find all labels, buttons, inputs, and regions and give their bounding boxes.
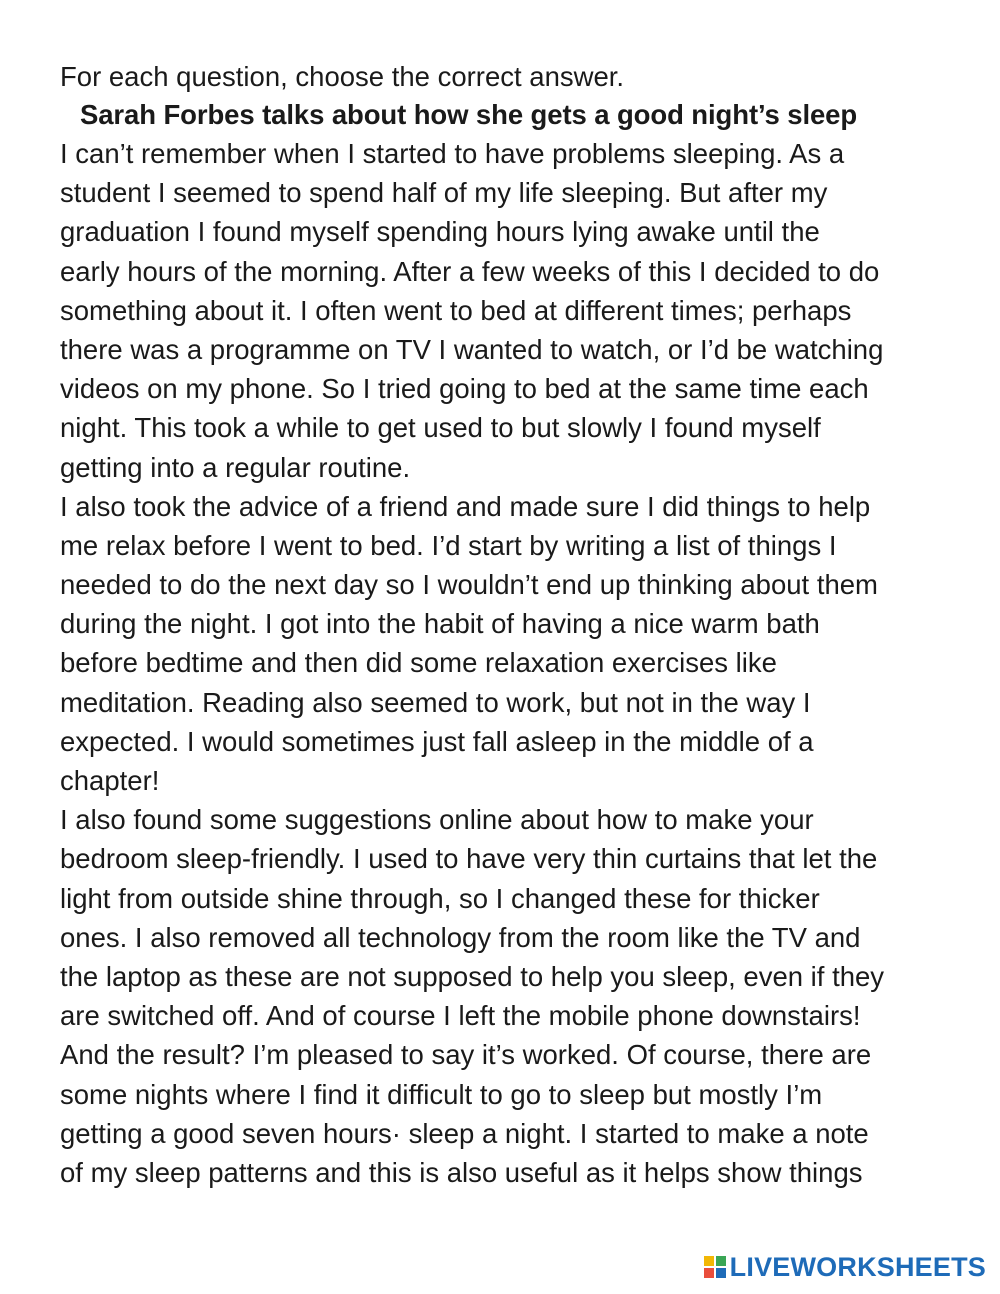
reading-title: Sarah Forbes talks about how she gets a good night’s sleep (80, 99, 858, 130)
paragraph-2 (60, 487, 960, 801)
text-line: light from outside shine through, so I changed these for thicker (60, 882, 820, 914)
text-line: graduation I found myself spending hours lying awake until the (60, 216, 820, 248)
text-line: ones. I also removed all technology from the room like the TV and (60, 921, 861, 953)
text-line: videos on my phone. So I tried going to bed at the same time each (60, 373, 869, 405)
logo-square-icon (704, 1256, 714, 1266)
text-line: are switched off. And of course I left the mobile phone downstairs! (60, 1000, 861, 1032)
text-line: student I seemed to spend half of my life sleeping. But after my (60, 177, 828, 209)
text-line: me relax before I went to bed. I’d start by writing a list of things I (60, 529, 837, 561)
liveworksheets-brand-text: LIVEWORKSHEETS (729, 1251, 986, 1282)
paragraph-4 (60, 1035, 960, 1192)
text-line: bedroom sleep-friendly. I used to have very thin curtains that let the (60, 843, 878, 875)
text-line: early hours of the morning. After a few weeks of this I decided to do (60, 255, 880, 287)
text-line: during the night. I got into the habit of having a nice warm bath (60, 608, 820, 640)
text-line: I also took the advice of a friend and made sure I did things to help (60, 490, 871, 522)
instructions-text: For each question, choose the correct answer. (60, 61, 625, 92)
logo-square-icon (716, 1256, 726, 1266)
text-line: before bedtime and then did some relaxation exercises like (60, 647, 777, 679)
text-line: And the result? I’m pleased to say it’s worked. Of course, there are (60, 1039, 872, 1071)
text-line: needed to do the next day so I wouldn’t end up thinking about them (60, 569, 878, 601)
liveworksheets-logo[interactable] (704, 1252, 986, 1282)
text-line: meditation. Reading also seemed to work, but not in the way I (60, 686, 811, 718)
text-line: something about it. I often went to bed at different times; perhaps (60, 294, 852, 326)
text-line: some nights where I find it difficult to go to sleep but mostly I’m (60, 1078, 823, 1110)
paragraph-3 (60, 800, 960, 1035)
text-line: there was a programme on TV I wanted to watch, or I’d be watching (60, 333, 884, 365)
text-line: getting into a regular routine. (60, 451, 411, 483)
text-line: I also found some suggestions online about how to make your (60, 804, 814, 836)
text-line: I can’t remember when I started to have problems sleeping. As a (60, 138, 845, 169)
logo-square-icon (704, 1268, 714, 1278)
worksheet-page (60, 58, 960, 1192)
logo-square-icon (716, 1268, 726, 1278)
text-line: chapter! (60, 765, 160, 796)
text-line: expected. I would sometimes just fall asleep in the middle of a (60, 725, 814, 757)
paragraph-1 (60, 134, 960, 487)
text-line: the laptop as these are not supposed to help you sleep, even if they (60, 960, 885, 992)
text-line: night. This took a while to get used to but slowly I found myself (60, 412, 821, 444)
text-line: getting a good seven hours· sleep a night. I started to make a note (60, 1117, 869, 1149)
liveworksheets-logo-icon (704, 1256, 726, 1278)
text-line: of my sleep patterns and this is also useful as it helps show things (60, 1156, 863, 1188)
